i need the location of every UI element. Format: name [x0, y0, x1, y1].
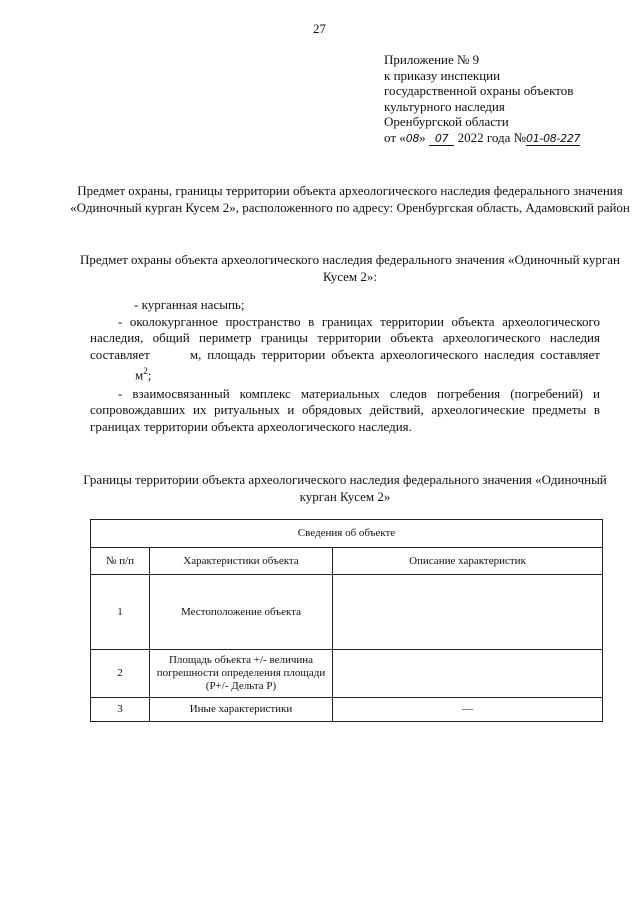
annex-line: государственной охраны объектов	[384, 83, 574, 99]
annex-block	[384, 52, 580, 147]
row-characteristic: Местоположение объекта	[150, 575, 333, 650]
protection-subject-heading: Предмет охраны объекта археологического наследия федерального значения «Одиночный курган Кусем 2»:	[80, 252, 620, 284]
annex-line: Приложение № 9	[384, 52, 480, 67]
row-description	[333, 575, 603, 650]
row-number: 2	[91, 650, 150, 698]
row-description	[333, 650, 603, 698]
page-number: 27	[313, 21, 326, 36]
item2-end: ;	[147, 367, 152, 383]
annex-line: к приказу инспекции	[384, 67, 501, 83]
protection-subject-list	[90, 297, 600, 435]
annex-line: культурного наследия	[384, 98, 505, 114]
item2-unit: м	[135, 367, 144, 383]
row-number: 3	[91, 698, 150, 722]
column-header: № п/п	[91, 548, 150, 575]
table-row	[91, 698, 603, 722]
item2-sup: 2	[143, 366, 148, 376]
item2-text-1: - околокурганное пространство в границах территории объекта археологического наследия, общий периметр границы территории объекта археологического наследия составляет	[90, 313, 600, 362]
row-characteristic: Площадь объекта +/- величина погрешности определения площади (P+/- Дельта P)	[150, 650, 333, 698]
date-sep: »	[419, 129, 426, 145]
column-header: Описание характеристик	[333, 548, 603, 575]
table-row	[91, 575, 603, 650]
list-item: - курганная насыпь;	[134, 297, 245, 312]
table-row	[91, 650, 603, 698]
document-title: Предмет охраны, границы территории объекта археологического наследия федерального значения «Одиночный курган Кусем 2», расположенного по адресу: Оренбургская область, Адамовский район	[70, 183, 630, 215]
row-description: —	[333, 698, 603, 722]
handwritten-order-number: 01-08-227	[526, 131, 581, 145]
row-number: 1	[91, 575, 150, 650]
table-caption: Сведения об объекте	[91, 520, 603, 548]
date-prefix: от «	[384, 129, 406, 145]
list-item	[90, 386, 600, 436]
item3-text: - взаимосвязанный комплекс материальных следов погребения (погребений) и сопровождавших их ритуальных и обрядовых действий, археологические предметы в границах территории объекта археологического наследия.	[90, 385, 600, 434]
row-characteristic: Иные характеристики	[150, 698, 333, 722]
item2-text-2: м, площадь территории объекта археологического наследия составляет	[189, 346, 600, 362]
annex-line: Оренбургской области	[384, 114, 509, 130]
handwritten-month: 07	[429, 132, 454, 146]
table-caption-row	[91, 520, 603, 548]
annex-date-line	[384, 130, 580, 147]
list-item	[90, 314, 600, 384]
date-year: 2022 года №	[457, 129, 526, 145]
column-header: Характеристики объекта	[150, 548, 333, 575]
boundaries-heading: Границы территории объекта археологического наследия федерального значения «Одиночный курган Кусем 2»	[83, 472, 607, 504]
object-info-table	[90, 519, 603, 722]
handwritten-day: 08	[405, 131, 420, 145]
table-header-row	[91, 548, 603, 575]
